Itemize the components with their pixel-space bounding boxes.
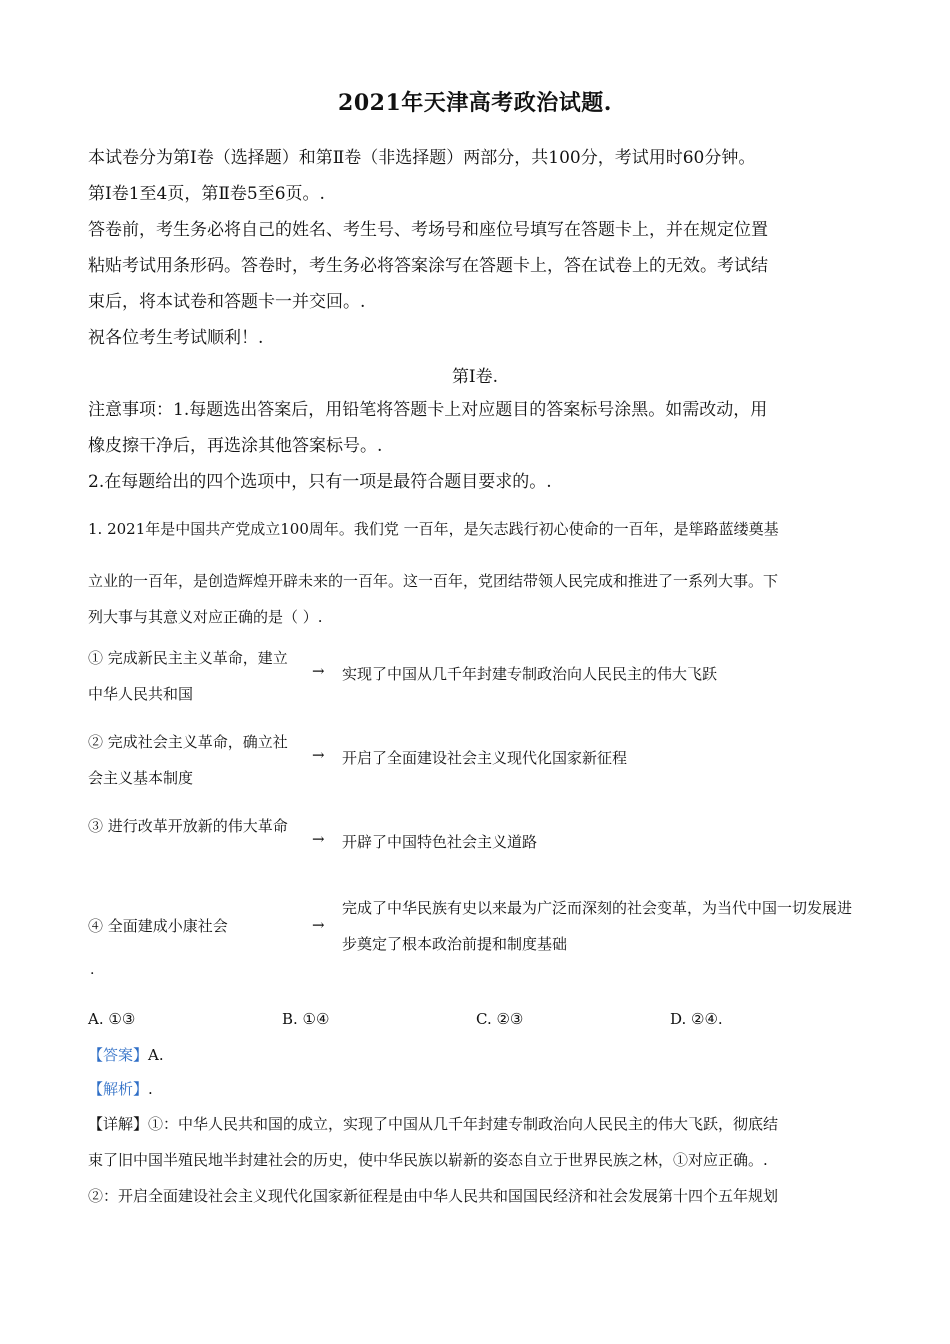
note-line: 注意事项：1.每题选出答案后，用铅笔将答题卡上对应题目的答案标号涂黑。如需改动，用 <box>88 400 768 420</box>
detail-line: ②：开启全面建设社会主义现代化国家新征程是由中华人民共和国国民经济和社会发展第十四个五年规划 <box>88 1187 779 1205</box>
intro-line: 束后，将本试卷和答题卡一并交回。. <box>88 292 366 312</box>
detail-block <box>88 1106 863 1214</box>
arrow-icon: → <box>312 916 325 934</box>
intro-line: 本试卷分为第Ⅰ卷（选择题）和第Ⅱ卷（非选择题）两部分，共100分，考试用时60分钟。 <box>88 148 756 168</box>
meaning-text: 完成了中华民族有史以来最为广泛而深刻的社会变革，为当代中国一切发展进步奠定了根本政治前提和制度基础 <box>342 899 853 953</box>
analysis-line <box>88 1078 153 1099</box>
question-stem-line: 1. 2021年是中国共产党成立100周年。我们党 一百年，是矢志践行初心使命的一百年，是筚路蓝缕奠基 <box>88 520 779 538</box>
notes-block <box>88 392 868 500</box>
answer-value: A. <box>148 1046 164 1064</box>
event-text: ③ 进行改革开放新的伟大革命 <box>88 817 288 835</box>
option-d: D. ②④. <box>670 1010 723 1028</box>
arrow-icon: → <box>312 662 325 680</box>
intro-line: 答卷前，考生务必将自己的姓名、考生号、考场号和座位号填写在答题卡上，并在规定位置 <box>88 220 768 240</box>
answer-line <box>88 1044 164 1065</box>
answer-label: 【答案】 <box>88 1046 149 1064</box>
question-stem-line: 立业的一百年，是创造辉煌开辟未来的一百年。这一百年，党团结带领人民完成和推进了一系列大事。下 <box>88 572 779 590</box>
arrow-icon: → <box>312 830 325 848</box>
intro-line: 第Ⅰ卷1至4页，第Ⅱ卷5至6页。. <box>88 184 325 204</box>
intro-block <box>88 140 868 356</box>
question-stem-line: 列大事与其意义对应正确的是（ ）. <box>88 608 323 626</box>
meaning-text: 实现了中国从几千年封建专制政治向人民民主的伟大飞跃 <box>342 665 718 683</box>
event-text: ② 完成社会主义革命，确立社会主义基本制度 <box>88 733 288 787</box>
stray-dot: . <box>90 962 95 978</box>
option-b: B. ①④ <box>282 1010 330 1028</box>
arrow-icon: → <box>312 746 325 764</box>
option-c: C. ②③ <box>476 1010 524 1028</box>
event-text: ① 完成新民主主义革命，建立中华人民共和国 <box>88 649 288 703</box>
option-a: A. ①③ <box>88 1010 136 1028</box>
section-heading: 第Ⅰ卷. <box>451 367 499 387</box>
detail-line: 【详解】①：中华人民共和国的成立，实现了中国从几千年封建专制政治向人民民主的伟大飞跃，彻底结 <box>88 1115 779 1133</box>
analysis-value: . <box>148 1080 153 1098</box>
intro-line: 祝各位考生考试顺利！. <box>88 328 264 348</box>
note-line: 2.在每题给出的四个选项中，只有一项是最符合题目要求的。. <box>88 472 552 492</box>
event-text: ④ 全面建成小康社会 <box>88 917 228 935</box>
detail-line: 束了旧中国半殖民地半封建社会的历史，使中华民族以崭新的姿态自立于世界民族之林，①对应正确。. <box>88 1151 768 1169</box>
page-title: 2021年天津高考政治试题. <box>338 90 612 116</box>
meaning-text: 开启了全面建设社会主义现代化国家新征程 <box>342 749 628 767</box>
intro-line: 粘贴考试用条形码。答卷时，考生务必将答案涂写在答题卡上，答在试卷上的无效。考试结 <box>88 256 768 276</box>
note-line: 橡皮擦干净后，再选涂其他答案标号。. <box>88 436 383 456</box>
meaning-text: 开辟了中国特色社会主义道路 <box>342 833 538 851</box>
analysis-label: 【解析】 <box>88 1080 149 1098</box>
